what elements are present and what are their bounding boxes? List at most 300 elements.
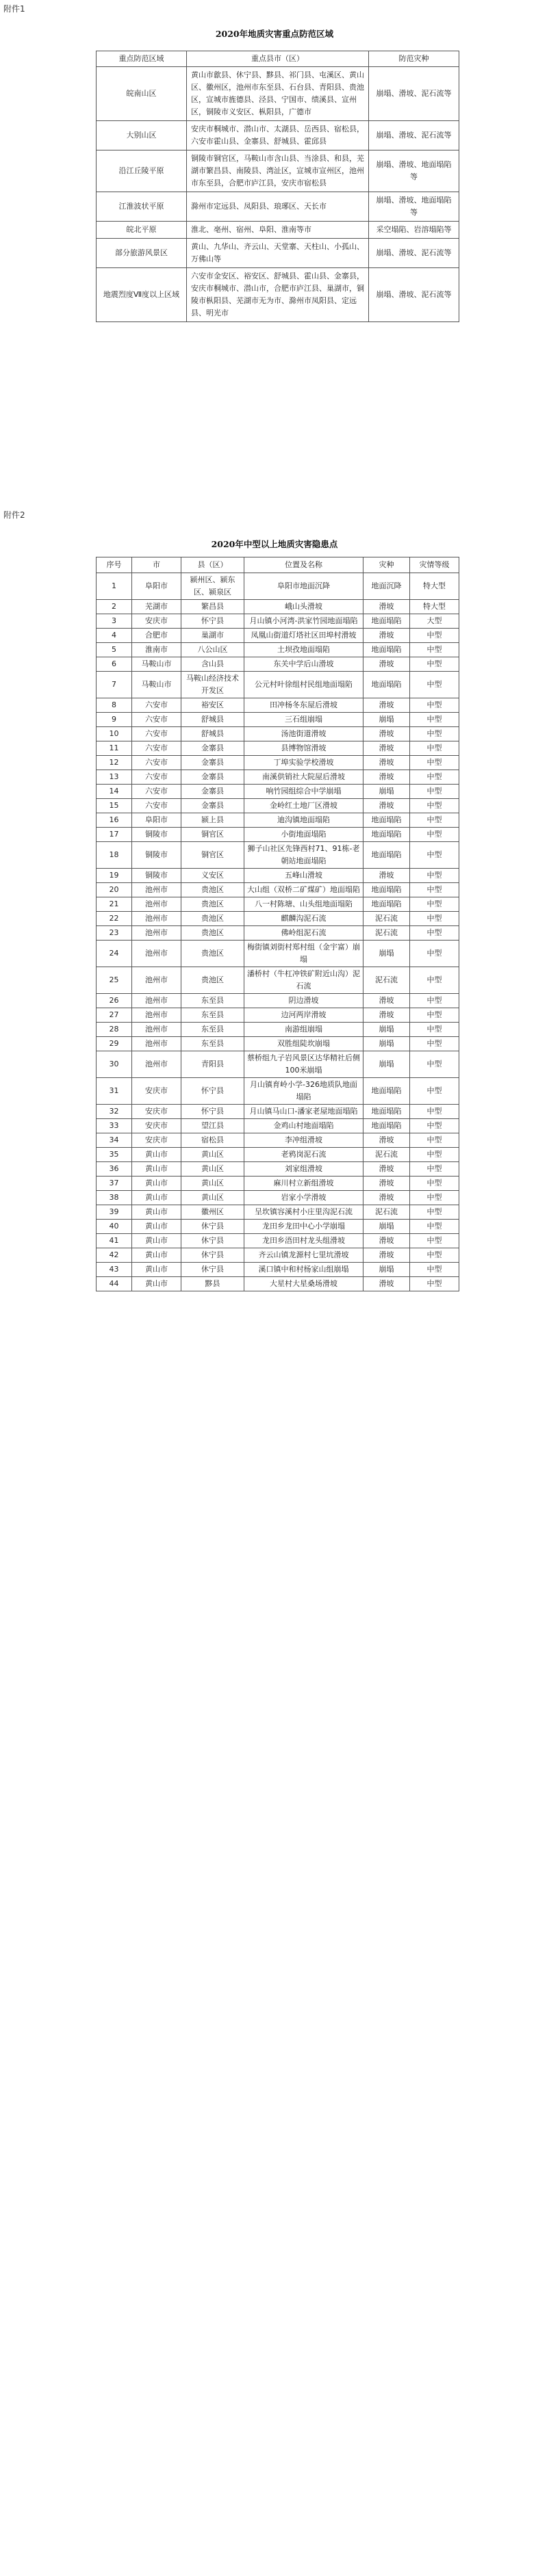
location-cell: 金岭红土地厂区滑坡 xyxy=(244,799,363,813)
location-cell: 双胜组陡坎崩塌 xyxy=(244,1037,363,1051)
hazard-cell: 地面沉降 xyxy=(363,573,410,600)
county-cell: 黄山区 xyxy=(181,1177,244,1191)
table-row xyxy=(97,1023,459,1037)
county-cell: 义安区 xyxy=(181,869,244,883)
location-cell: 齐云山镇龙源村七里坑滑坡 xyxy=(244,1248,363,1263)
hazard-cell: 滑坡 xyxy=(363,698,410,713)
hazard-cell: 滑坡 xyxy=(363,657,410,672)
city-cell: 池州市 xyxy=(132,1051,181,1078)
hazard-type-cell: 崩塌、滑坡、泥石流等 xyxy=(369,268,459,322)
city-cell: 六安市 xyxy=(132,756,181,770)
hazard-type-cell: 崩塌、滑坡、地面塌陷等 xyxy=(369,192,459,222)
city-cell: 六安市 xyxy=(132,770,181,785)
index-cell: 35 xyxy=(97,1148,132,1162)
table-row xyxy=(97,150,459,192)
hazard-cell: 地面塌陷 xyxy=(363,1078,410,1105)
hazard-cell: 滑坡 xyxy=(363,770,410,785)
severity-cell: 中型 xyxy=(410,897,459,912)
hazard-cell: 地面塌陷 xyxy=(363,672,410,698)
index-cell: 3 xyxy=(97,614,132,629)
severity-cell: 中型 xyxy=(410,1220,459,1234)
index-cell: 15 xyxy=(97,799,132,813)
location-cell: 凤凰山街道灯塔社区田埠村滑坡 xyxy=(244,629,363,643)
city-cell: 安庆市 xyxy=(132,614,181,629)
header-index: 序号 xyxy=(97,557,132,573)
city-cell: 黄山市 xyxy=(132,1177,181,1191)
index-cell: 25 xyxy=(97,967,132,994)
index-cell: 13 xyxy=(97,770,132,785)
table-row xyxy=(97,643,459,657)
county-cell: 怀宁县 xyxy=(181,614,244,629)
table-row xyxy=(97,1105,459,1119)
severity-cell: 中型 xyxy=(410,799,459,813)
location-cell: 土坝孜地面塌陷 xyxy=(244,643,363,657)
hazard-cell: 泥石流 xyxy=(363,1205,410,1220)
severity-cell: 中型 xyxy=(410,1078,459,1105)
location-cell: 龙田乡龙田中心小学崩塌 xyxy=(244,1220,363,1234)
location-cell: 峨山头滑坡 xyxy=(244,600,363,614)
city-cell: 池州市 xyxy=(132,1037,181,1051)
table-row xyxy=(97,727,459,741)
severity-cell: 中型 xyxy=(410,1248,459,1263)
city-cell: 铜陵市 xyxy=(132,842,181,869)
table-row xyxy=(97,1051,459,1078)
table-row xyxy=(97,614,459,629)
hazard-cell: 滑坡 xyxy=(363,994,410,1008)
hazard-cell: 地面塌陷 xyxy=(363,643,410,657)
hazard-cell: 滑坡 xyxy=(363,1133,410,1148)
city-cell: 池州市 xyxy=(132,912,181,926)
severity-cell: 中型 xyxy=(410,1051,459,1078)
county-cell: 铜官区 xyxy=(181,828,244,842)
index-cell: 9 xyxy=(97,713,132,727)
table-row xyxy=(97,1148,459,1162)
hazard-cell: 地面塌陷 xyxy=(363,828,410,842)
severity-cell: 中型 xyxy=(410,1148,459,1162)
city-cell: 六安市 xyxy=(132,799,181,813)
city-cell: 合肥市 xyxy=(132,629,181,643)
index-cell: 26 xyxy=(97,994,132,1008)
severity-cell: 中型 xyxy=(410,967,459,994)
index-cell: 19 xyxy=(97,869,132,883)
county-cell: 金寨县 xyxy=(181,799,244,813)
severity-cell: 中型 xyxy=(410,1177,459,1191)
table-row xyxy=(97,1220,459,1234)
severity-cell: 中型 xyxy=(410,629,459,643)
location-cell: 岩家小学滑坡 xyxy=(244,1191,363,1205)
table-2-title: 2020年中型以上地质灾害隐患点 xyxy=(211,539,338,549)
table-row xyxy=(97,770,459,785)
header-county: 县（区） xyxy=(181,557,244,573)
header-hazard-type: 防范灾种 xyxy=(369,51,459,67)
index-cell: 2 xyxy=(97,600,132,614)
index-cell: 39 xyxy=(97,1205,132,1220)
table-row xyxy=(97,967,459,994)
index-cell: 21 xyxy=(97,897,132,912)
location-cell: 刘家组滑坡 xyxy=(244,1162,363,1177)
county-cell: 东至县 xyxy=(181,1008,244,1023)
county-cell: 舒城县 xyxy=(181,713,244,727)
severity-cell: 中型 xyxy=(410,842,459,869)
severity-cell: 中型 xyxy=(410,1205,459,1220)
table-row xyxy=(97,629,459,643)
location-cell: 阜阳市地面沉降 xyxy=(244,573,363,600)
location-cell: 迪沟镇地面塌陷 xyxy=(244,813,363,828)
table-row xyxy=(97,1008,459,1023)
location-cell: 麻川村立新组滑坡 xyxy=(244,1177,363,1191)
table-row xyxy=(97,756,459,770)
severity-cell: 中型 xyxy=(410,828,459,842)
county-cell: 休宁县 xyxy=(181,1220,244,1234)
area-cell: 大别山区 xyxy=(97,121,187,150)
city-cell: 六安市 xyxy=(132,698,181,713)
header-severity: 灾情等级 xyxy=(410,557,459,573)
index-cell: 42 xyxy=(97,1248,132,1263)
table-row xyxy=(97,1162,459,1177)
index-cell: 44 xyxy=(97,1277,132,1291)
counties-cell: 安庆市桐城市、潜山市、太湖县、岳西县、宿松县，六安市霍山县、金寨县、舒城县、霍邱县 xyxy=(187,121,369,150)
header-hazard: 灾种 xyxy=(363,557,410,573)
counties-cell: 黄山、九华山、齐云山、天堂寨、天柱山、小孤山、万佛山等 xyxy=(187,239,369,268)
severity-cell: 中型 xyxy=(410,994,459,1008)
county-cell: 贵池区 xyxy=(181,912,244,926)
severity-cell: 中型 xyxy=(410,1277,459,1291)
county-cell: 黄山区 xyxy=(181,1148,244,1162)
location-cell: 响竹园组综合中学崩塌 xyxy=(244,785,363,799)
hazard-cell: 滑坡 xyxy=(363,756,410,770)
severity-cell: 中型 xyxy=(410,727,459,741)
city-cell: 池州市 xyxy=(132,926,181,941)
city-cell: 池州市 xyxy=(132,967,181,994)
severity-cell: 中型 xyxy=(410,1105,459,1119)
location-cell: 月山镇育岭小学-326地质队地面塌陷 xyxy=(244,1078,363,1105)
index-cell: 28 xyxy=(97,1023,132,1037)
index-cell: 11 xyxy=(97,741,132,756)
severity-cell: 中型 xyxy=(410,1037,459,1051)
severity-cell: 中型 xyxy=(410,672,459,698)
location-cell: 潘桥村（牛杠冲铁矿附近山沟）泥石流 xyxy=(244,967,363,994)
location-cell: 大星村大星桑场滑坡 xyxy=(244,1277,363,1291)
table-row xyxy=(97,941,459,967)
table-row xyxy=(97,994,459,1008)
table-row xyxy=(97,1133,459,1148)
county-cell: 东至县 xyxy=(181,1037,244,1051)
location-cell: 小街地面塌陷 xyxy=(244,828,363,842)
severity-cell: 中型 xyxy=(410,926,459,941)
area-cell: 地震烈度Ⅶ度以上区域 xyxy=(97,268,187,322)
severity-cell: 中型 xyxy=(410,698,459,713)
severity-cell: 中型 xyxy=(410,1008,459,1023)
hazard-cell: 崩塌 xyxy=(363,1263,410,1277)
table-row xyxy=(97,741,459,756)
severity-cell: 中型 xyxy=(410,643,459,657)
index-cell: 33 xyxy=(97,1119,132,1133)
location-cell: 佛岭组泥石流 xyxy=(244,926,363,941)
severity-cell: 特大型 xyxy=(410,600,459,614)
hazard-cell: 滑坡 xyxy=(363,629,410,643)
hazard-cell: 滑坡 xyxy=(363,1277,410,1291)
hazard-cell: 滑坡 xyxy=(363,1248,410,1263)
severity-cell: 中型 xyxy=(410,713,459,727)
hazard-cell: 地面塌陷 xyxy=(363,897,410,912)
city-cell: 黄山市 xyxy=(132,1205,181,1220)
severity-cell: 中型 xyxy=(410,770,459,785)
index-cell: 4 xyxy=(97,629,132,643)
location-cell: 月山镇马山口-潘家老屋地面塌陷 xyxy=(244,1105,363,1119)
hazard-cell: 崩塌 xyxy=(363,713,410,727)
city-cell: 黄山市 xyxy=(132,1220,181,1234)
hazard-cell: 崩塌 xyxy=(363,785,410,799)
table-row xyxy=(97,1234,459,1248)
table-row xyxy=(97,1205,459,1220)
hazard-cell: 滑坡 xyxy=(363,869,410,883)
county-cell: 繁昌县 xyxy=(181,600,244,614)
index-cell: 7 xyxy=(97,672,132,698)
county-cell: 八公山区 xyxy=(181,643,244,657)
city-cell: 池州市 xyxy=(132,883,181,897)
county-cell: 金寨县 xyxy=(181,785,244,799)
hazard-cell: 崩塌 xyxy=(363,1220,410,1234)
header-counties: 重点县市（区） xyxy=(187,51,369,67)
hazard-cell: 崩塌 xyxy=(363,941,410,967)
table-1-body xyxy=(97,67,459,322)
hazard-type-cell: 崩塌、滑坡、泥石流等 xyxy=(369,121,459,150)
county-cell: 宿松县 xyxy=(181,1133,244,1148)
table-row xyxy=(97,268,459,322)
city-cell: 安庆市 xyxy=(132,1105,181,1119)
city-cell: 铜陵市 xyxy=(132,869,181,883)
county-cell: 贵池区 xyxy=(181,967,244,994)
table-row xyxy=(97,222,459,239)
city-cell: 黄山市 xyxy=(132,1234,181,1248)
table-row xyxy=(97,828,459,842)
table-row xyxy=(97,672,459,698)
hazard-cell: 崩塌 xyxy=(363,1051,410,1078)
table-row xyxy=(97,842,459,869)
index-cell: 29 xyxy=(97,1037,132,1051)
hazard-cell: 地面塌陷 xyxy=(363,614,410,629)
county-cell: 望江县 xyxy=(181,1119,244,1133)
severity-cell: 特大型 xyxy=(410,573,459,600)
county-cell: 怀宁县 xyxy=(181,1078,244,1105)
city-cell: 淮南市 xyxy=(132,643,181,657)
city-cell: 黄山市 xyxy=(132,1248,181,1263)
index-cell: 22 xyxy=(97,912,132,926)
table-1-title: 2020年地质灾害重点防范区域 xyxy=(215,29,334,39)
attachment-2-label: 附件2 xyxy=(3,510,25,520)
table-row xyxy=(97,799,459,813)
county-cell: 黟县 xyxy=(181,1277,244,1291)
index-cell: 34 xyxy=(97,1133,132,1148)
city-cell: 六安市 xyxy=(132,785,181,799)
severity-cell: 中型 xyxy=(410,1191,459,1205)
severity-cell: 中型 xyxy=(410,1162,459,1177)
severity-cell: 中型 xyxy=(410,1263,459,1277)
location-cell: 阴边滑坡 xyxy=(244,994,363,1008)
city-cell: 芜湖市 xyxy=(132,600,181,614)
hazard-cell: 泥石流 xyxy=(363,967,410,994)
location-cell: 溪口镇中和村杨家山组崩塌 xyxy=(244,1263,363,1277)
severity-cell: 中型 xyxy=(410,883,459,897)
table-row xyxy=(97,657,459,672)
index-cell: 14 xyxy=(97,785,132,799)
location-cell: 大山组（双桥二矿煤矿）地面塌陷 xyxy=(244,883,363,897)
counties-cell: 黄山市歙县、休宁县、黟县、祁门县、屯溪区、黄山区、徽州区，池州市东至县、石台县、青阳县、贵池区，宣城市旌德县、泾县、宁国市、绩溪县、宣州区，铜陵市义安区、枞阳县，广德市 xyxy=(187,67,369,121)
location-cell: 南游组崩塌 xyxy=(244,1023,363,1037)
county-cell: 颍州区、颍东区、颍泉区 xyxy=(181,573,244,600)
county-cell: 怀宁县 xyxy=(181,1105,244,1119)
location-cell: 龙田乡浯田村龙头组滑坡 xyxy=(244,1234,363,1248)
county-cell: 颍上县 xyxy=(181,813,244,828)
index-cell: 23 xyxy=(97,926,132,941)
table-row xyxy=(97,600,459,614)
hazard-cell: 崩塌 xyxy=(363,1023,410,1037)
index-cell: 36 xyxy=(97,1162,132,1177)
table-row xyxy=(97,785,459,799)
index-cell: 12 xyxy=(97,756,132,770)
county-cell: 金寨县 xyxy=(181,770,244,785)
severity-cell: 中型 xyxy=(410,1023,459,1037)
city-cell: 黄山市 xyxy=(132,1277,181,1291)
city-cell: 黄山市 xyxy=(132,1191,181,1205)
county-cell: 含山县 xyxy=(181,657,244,672)
hazard-points-table xyxy=(96,557,459,1291)
table-1-header xyxy=(97,51,459,67)
counties-cell: 滁州市定远县、凤阳县、琅琊区、天长市 xyxy=(187,192,369,222)
table-row xyxy=(97,897,459,912)
counties-cell: 铜陵市铜官区，马鞍山市含山县、当涂县、和县，芜湖市繁昌县、南陵县、湾沚区，宣城市宣州区，池州市东至县，合肥市庐江县，安庆市宿松县 xyxy=(187,150,369,192)
hazard-cell: 地面塌陷 xyxy=(363,842,410,869)
location-cell: 县博物馆滑坡 xyxy=(244,741,363,756)
severity-cell: 中型 xyxy=(410,869,459,883)
severity-cell: 中型 xyxy=(410,941,459,967)
table-row xyxy=(97,1037,459,1051)
city-cell: 安庆市 xyxy=(132,1078,181,1105)
city-cell: 池州市 xyxy=(132,941,181,967)
severity-cell: 中型 xyxy=(410,1133,459,1148)
hazard-cell: 滑坡 xyxy=(363,1234,410,1248)
hazard-cell: 滑坡 xyxy=(363,600,410,614)
location-cell: 蔡桥组九子岩风景区达华精社后侧100米崩塌 xyxy=(244,1051,363,1078)
attachment-1-label: 附件1 xyxy=(3,4,25,14)
city-cell: 黄山市 xyxy=(132,1263,181,1277)
county-cell: 休宁县 xyxy=(181,1248,244,1263)
county-cell: 东至县 xyxy=(181,994,244,1008)
index-cell: 1 xyxy=(97,573,132,600)
area-cell: 沿江丘陵平原 xyxy=(97,150,187,192)
hazard-cell: 滑坡 xyxy=(363,1191,410,1205)
county-cell: 休宁县 xyxy=(181,1263,244,1277)
area-cell: 部分旅游风景区 xyxy=(97,239,187,268)
county-cell: 贵池区 xyxy=(181,883,244,897)
location-cell: 丁埠实验学校滑坡 xyxy=(244,756,363,770)
index-cell: 6 xyxy=(97,657,132,672)
severity-cell: 中型 xyxy=(410,813,459,828)
county-cell: 贵池区 xyxy=(181,897,244,912)
index-cell: 17 xyxy=(97,828,132,842)
city-cell: 池州市 xyxy=(132,1023,181,1037)
severity-cell: 中型 xyxy=(410,756,459,770)
severity-cell: 中型 xyxy=(410,1234,459,1248)
hazard-type-cell: 崩塌、滑坡、泥石流等 xyxy=(369,67,459,121)
city-cell: 六安市 xyxy=(132,741,181,756)
hazard-cell: 滑坡 xyxy=(363,1008,410,1023)
city-cell: 安庆市 xyxy=(132,1119,181,1133)
location-cell: 八一村陈塘、山头组地面塌陷 xyxy=(244,897,363,912)
city-cell: 阜阳市 xyxy=(132,813,181,828)
hazard-type-cell: 采空塌陷、岩溶塌陷等 xyxy=(369,222,459,239)
hazard-cell: 泥石流 xyxy=(363,912,410,926)
location-cell: 公元村叶徐组村民组地面塌陷 xyxy=(244,672,363,698)
index-cell: 37 xyxy=(97,1177,132,1191)
county-cell: 巢湖市 xyxy=(181,629,244,643)
table-row xyxy=(97,1263,459,1277)
location-cell: 田冲杨冬东屋后滑坡 xyxy=(244,698,363,713)
location-cell: 五峰山滑坡 xyxy=(244,869,363,883)
table-row xyxy=(97,1277,459,1291)
county-cell: 休宁县 xyxy=(181,1234,244,1248)
city-cell: 黄山市 xyxy=(132,1162,181,1177)
county-cell: 东至县 xyxy=(181,1023,244,1037)
county-cell: 马鞍山经济技术开发区 xyxy=(181,672,244,698)
area-cell: 皖南山区 xyxy=(97,67,187,121)
index-cell: 43 xyxy=(97,1263,132,1277)
table-row xyxy=(97,1119,459,1133)
location-cell: 东关中学后山滑坡 xyxy=(244,657,363,672)
city-cell: 池州市 xyxy=(132,994,181,1008)
city-cell: 池州市 xyxy=(132,1008,181,1023)
county-cell: 舒城县 xyxy=(181,727,244,741)
county-cell: 青阳县 xyxy=(181,1051,244,1078)
hazard-cell: 滑坡 xyxy=(363,1177,410,1191)
table-row xyxy=(97,121,459,150)
county-cell: 贵池区 xyxy=(181,941,244,967)
county-cell: 金寨县 xyxy=(181,756,244,770)
location-cell: 三石组崩塌 xyxy=(244,713,363,727)
hazard-cell: 崩塌 xyxy=(363,1037,410,1051)
location-cell: 南溪供销社大院屋后滑坡 xyxy=(244,770,363,785)
hazard-cell: 滑坡 xyxy=(363,1162,410,1177)
area-cell: 皖北平原 xyxy=(97,222,187,239)
severity-cell: 中型 xyxy=(410,912,459,926)
location-cell: 狮子山社区先锋西村71、91栋-老朝站地面塌陷 xyxy=(244,842,363,869)
table-row xyxy=(97,713,459,727)
table-row xyxy=(97,912,459,926)
table-row xyxy=(97,573,459,600)
city-cell: 安庆市 xyxy=(132,1133,181,1148)
index-cell: 32 xyxy=(97,1105,132,1119)
city-cell: 六安市 xyxy=(132,727,181,741)
location-cell: 边河两岸滑坡 xyxy=(244,1008,363,1023)
header-location: 位置及名称 xyxy=(244,557,363,573)
table-2-header xyxy=(97,557,459,573)
location-cell: 梅街镇刘街村郑村组（金宇富）崩塌 xyxy=(244,941,363,967)
city-cell: 六安市 xyxy=(132,713,181,727)
hazard-cell: 地面塌陷 xyxy=(363,1105,410,1119)
index-cell: 27 xyxy=(97,1008,132,1023)
table-row xyxy=(97,869,459,883)
index-cell: 18 xyxy=(97,842,132,869)
table-row xyxy=(97,239,459,268)
index-cell: 8 xyxy=(97,698,132,713)
table-row xyxy=(97,1248,459,1263)
counties-cell: 六安市金安区、裕安区、舒城县、霍山县、金寨县，安庆市桐城市、潜山市，合肥市庐江县、巢湖市，铜陵市枞阳县、芜湖市无为市、滁州市凤阳县、定远县、明光市 xyxy=(187,268,369,322)
location-cell: 老鸦岗泥石流 xyxy=(244,1148,363,1162)
key-prevention-areas-table xyxy=(96,51,459,322)
index-cell: 16 xyxy=(97,813,132,828)
table-row xyxy=(97,1177,459,1191)
index-cell: 40 xyxy=(97,1220,132,1234)
